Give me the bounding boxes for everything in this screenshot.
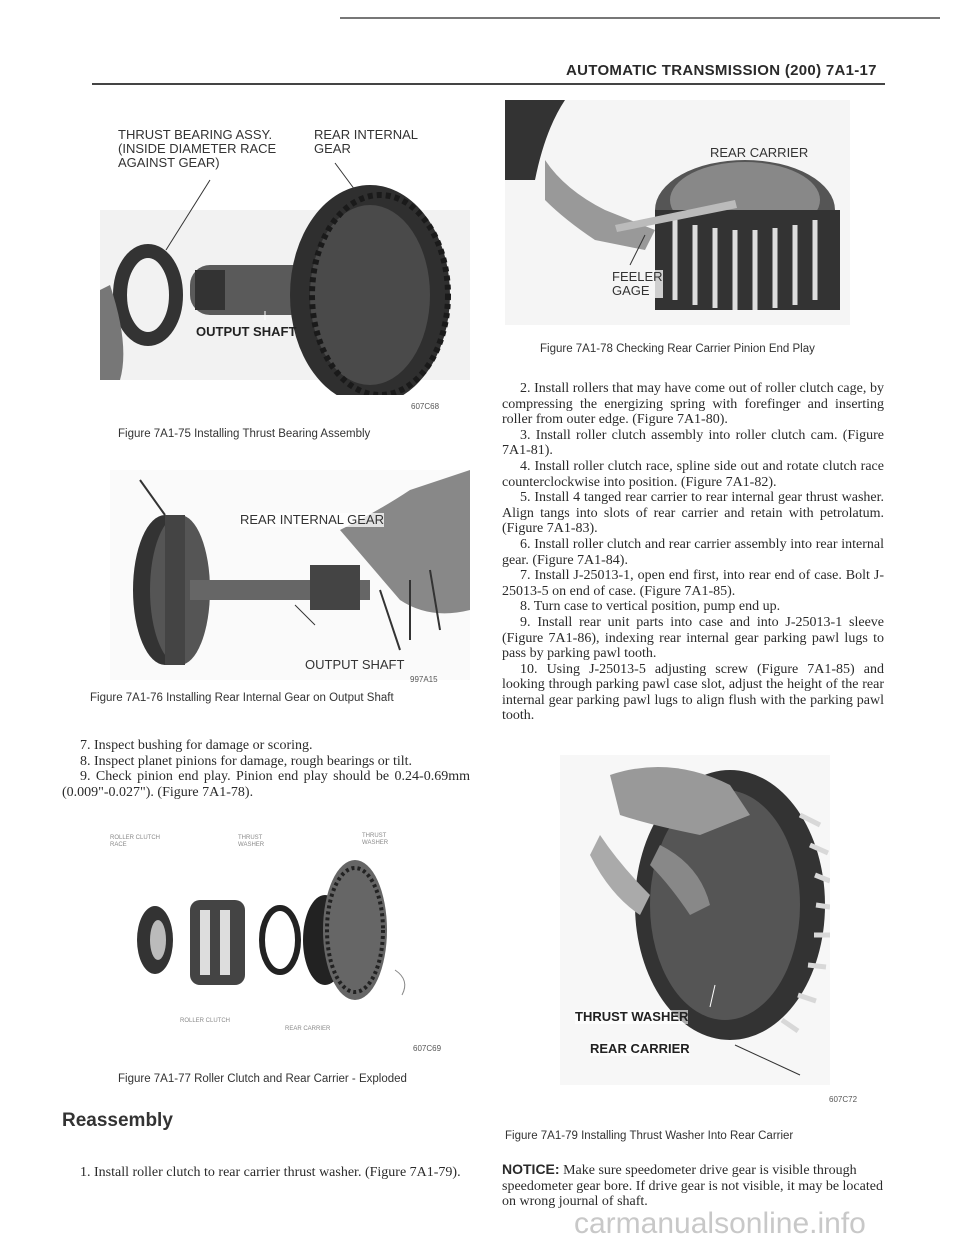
figure-7a1-76	[110, 470, 470, 680]
reassembly-heading: Reassembly	[62, 1110, 173, 1131]
figure-77-id: 607C69	[413, 1044, 442, 1053]
figure-79-photo	[560, 755, 830, 1085]
label-thrust-washer-a: THRUST WASHER	[238, 835, 265, 848]
figure-79-caption: Figure 7A1-79 Installing Thrust Washer Into Rear Carrier	[505, 1130, 794, 1142]
figure-77-caption: Figure 7A1-77 Roller Clutch and Rear Carrier - Exploded	[118, 1073, 407, 1085]
top-rule	[340, 17, 940, 19]
label-thrust-bearing: THRUST BEARING ASSY. (INSIDE DIAMETER RACE AGAINST GEAR)	[118, 127, 277, 170]
reassembly-step-1-text: 1. Install roller clutch to rear carrier thrust washer. (Figure 7A1-79).	[80, 1165, 461, 1180]
header-rule	[92, 83, 885, 85]
figure-76-photo	[110, 470, 470, 680]
label-roller-clutch: ROLLER CLUTCH	[180, 1018, 231, 1024]
label-thrust-washer-79: THRUST WASHER	[575, 1009, 689, 1024]
step-7: 7. Inspect bushing for damage or scoring.	[80, 738, 313, 753]
label-rear-carrier-78: REAR CARRIER	[710, 145, 809, 160]
notice-label: NOTICE:	[502, 1161, 560, 1177]
roller-clutch-shape	[190, 900, 245, 985]
figure-78-photo	[505, 100, 850, 325]
page-header: AUTOMATIC TRANSMISSION (200) 7A1-17	[566, 62, 877, 79]
label-feeler-gage: FEELER GAGE	[612, 269, 663, 298]
internal-gear-shape	[655, 210, 840, 310]
watermark: carmanualsonline.info	[574, 1207, 866, 1240]
label-output-shaft-76: OUTPUT SHAFT	[305, 657, 405, 672]
label-roller-clutch-race: ROLLER CLUTCH RACE	[110, 835, 161, 848]
step-4: 4. Install roller clutch race, spline side out and rotate clutch race counterclockwise into position. (Figure 7A1-82).	[502, 458, 884, 490]
right-steps	[502, 381, 884, 724]
label-rear-carrier-77: REAR CARRIER	[285, 1026, 331, 1032]
figure-77-photo	[110, 830, 470, 1030]
label-thrust-washer-b: THRUST WASHER	[362, 833, 389, 846]
label-rear-carrier-79: REAR CARRIER	[590, 1041, 690, 1056]
figure-75-id: 607C68	[411, 402, 440, 411]
step-2: 2. Install rollers that may have come out of roller clutch cage, by compressing the energizing spring with forefinger and inserting roller from outer edge. (Figure 7A1-80).	[502, 381, 884, 428]
figure-7a1-77	[110, 830, 470, 1030]
label-rear-internal-gear: REAR INTERNAL GEAR	[314, 127, 419, 156]
figure-75-caption: Figure 7A1-75 Installing Thrust Bearing Assembly	[118, 428, 371, 440]
rear-carrier-shape	[323, 860, 387, 1000]
figure-7a1-75	[100, 115, 470, 395]
figure-76-caption: Figure 7A1-76 Installing Rear Internal Gear on Output Shaft	[90, 692, 394, 704]
figure-79-id: 607C72	[829, 1095, 858, 1104]
step-3: 3. Install roller clutch assembly into roller clutch cam. (Figure 7A1-81).	[502, 427, 884, 459]
figure-7a1-79	[560, 755, 830, 1085]
label-rear-internal-gear-76: REAR INTERNAL GEAR	[240, 512, 384, 527]
step-10: 10. Using J-25013-5 adjusting screw (Figure 7A1-85) and looking through parking pawl case slot, adjust the height of the rear internal gear parking pawl lugs to align flush with the parking pawl tooth.	[502, 661, 884, 724]
step-8: 8. Inspect planet pinions for damage, rough bearings or tilt.	[80, 753, 413, 769]
step-6: 6. Install roller clutch and rear carrier assembly into rear internal gear. (Figure 7A1-84).	[502, 536, 884, 568]
step-9r: 9. Install rear unit parts into case and into J-25013-1 sleeve (Figure 7A1-86), indexing rear internal gear parking pawl lugs to pass by parking pawl tooth.	[502, 614, 884, 662]
step-9: 9. Check pinion end play. Pinion end play should be 0.24-0.69mm (0.009"-0.027"). (Figure 7A1-78).	[62, 769, 470, 800]
left-steps	[62, 738, 470, 800]
step-8r: 8. Turn case to vertical position, pump end up.	[520, 599, 781, 615]
label-output-shaft: OUTPUT SHAFT	[196, 324, 297, 339]
step-7r: 7. Install J-25013-1, open end first, into rear end of case. Bolt J-25013-5 on end of case. (Figure 7A1-85).	[502, 568, 884, 599]
figure-78-caption: Figure 7A1-78 Checking Rear Carrier Pinion End Play	[540, 343, 815, 355]
notice-text: Make sure speedometer drive gear is visible through speedometer gear bore. If drive gear is not visible, it may be located on wrong journal of shaft.	[502, 1163, 883, 1210]
figure-76-id: 997A15	[410, 675, 438, 684]
step-5: 5. Install 4 tanged rear carrier to rear internal gear thrust washer. Align tangs into slots of rear carrier and retain with petrolatum. (Figure 7A1-83).	[502, 490, 884, 537]
reassembly-step-1	[62, 1165, 470, 1181]
notice-block	[502, 1162, 884, 1210]
figure-7a1-78	[505, 100, 850, 325]
